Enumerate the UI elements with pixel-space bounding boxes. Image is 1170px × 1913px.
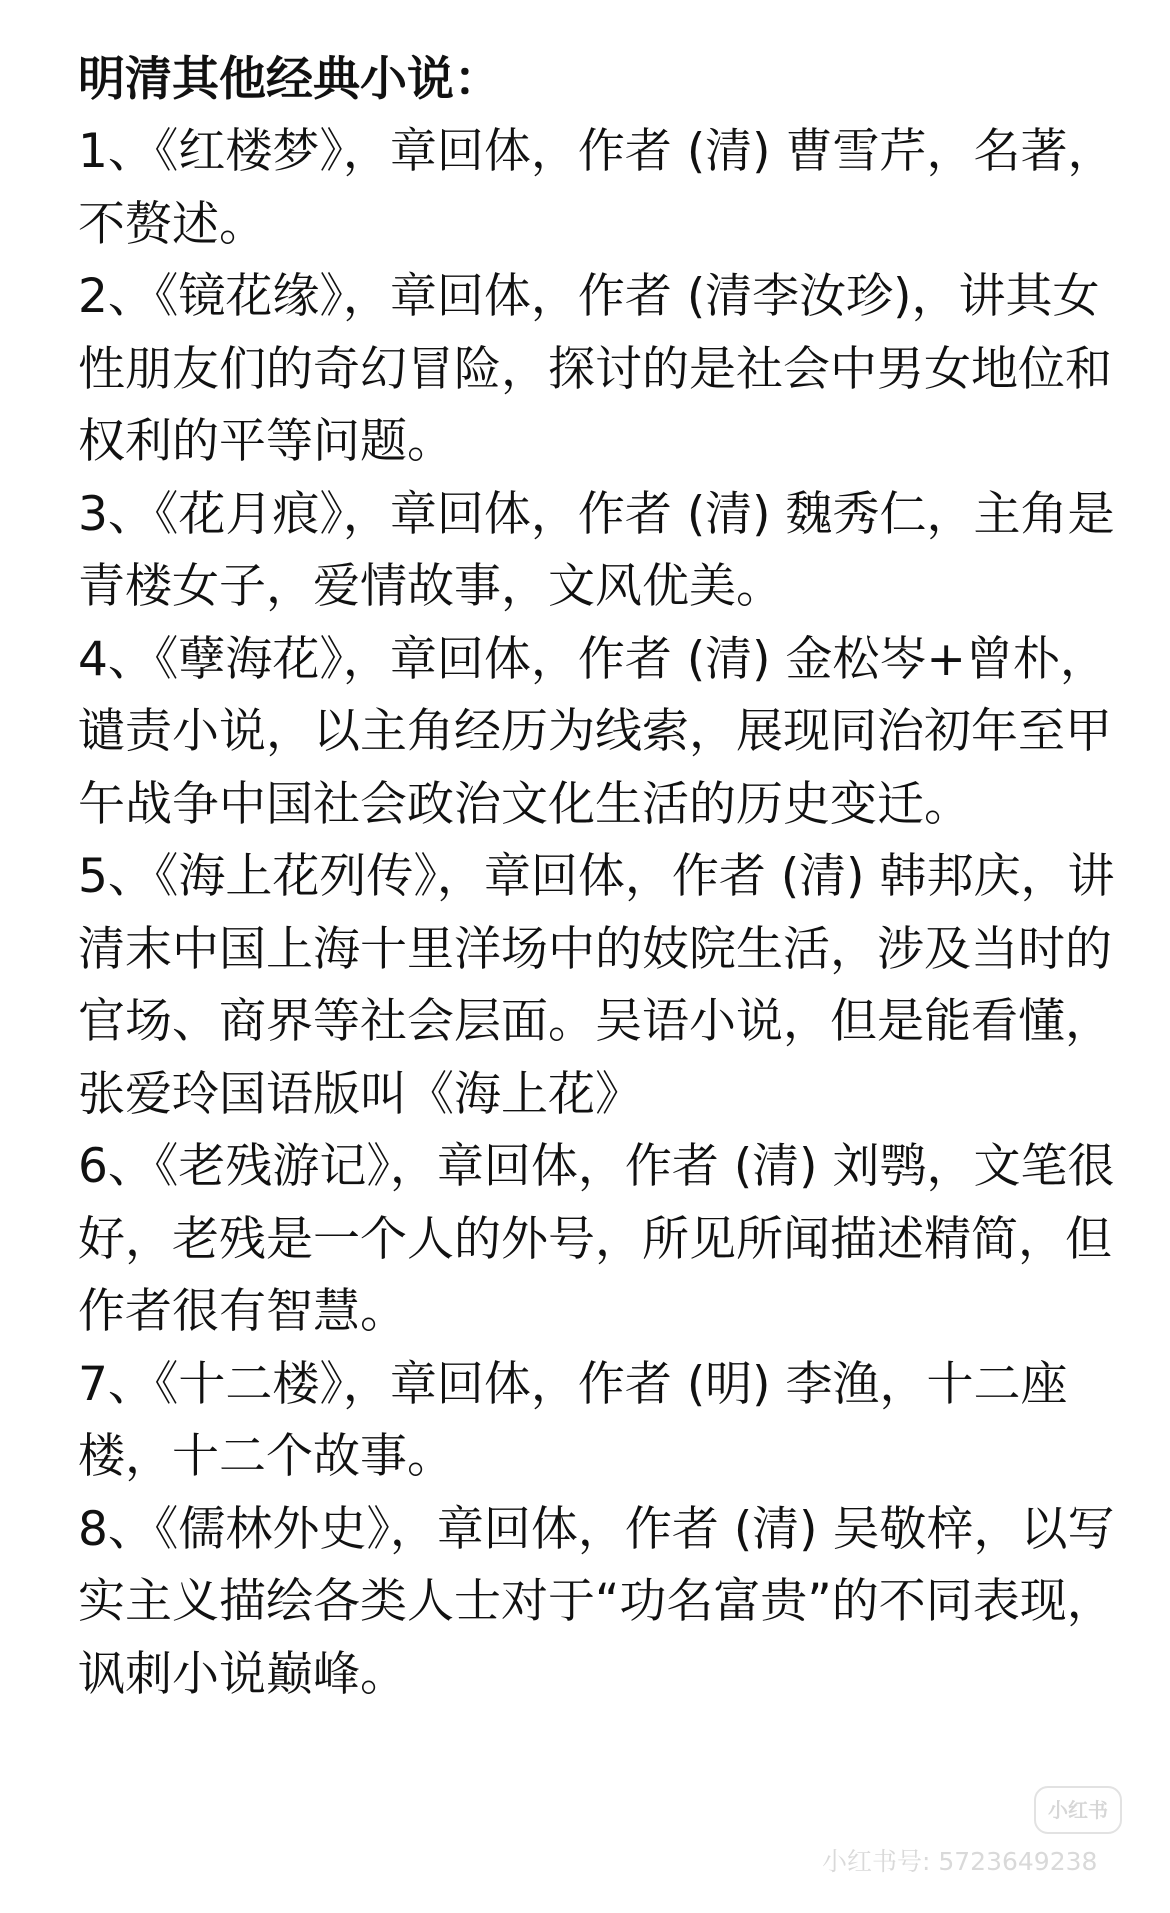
xiaohongshu-id-watermark: 小红书号: 5723649238 [822,1847,1098,1876]
list-item-2: 2、《镜花缘》，章回体，作者 (清李汝珍)，讲其女性朋友们的奇幻冒险，探讨的是社会中男女地位和权利的平等问题。 [78,269,1112,469]
list-item-1: 1、《红楼梦》，章回体，作者 (清) 曹雪芹，名著，不赘述。 [78,124,1115,252]
list-item-4: 4、《孽海花》，章回体，作者 (清) 金松岑+曾朴，谴责小说，以主角经历为线索，展现同治初年至甲午战争中国社会政治文化生活的历史变迁。 [78,631,1112,832]
note-content [78,44,1118,1711]
xiaohongshu-logo-watermark: 小红书 [1034,1786,1122,1834]
list-item-7: 7、《十二楼》，章回体，作者 (明) 李渔，十二座楼，十二个故事。 [78,1356,1068,1484]
note-title: 明清其他经典小说： [78,52,501,107]
list-item-6: 6、《老残游记》，章回体，作者 (清) 刘鹗，文笔很好，老残是一个人的外号，所见所闻描述精简，但作者很有智慧。 [78,1139,1115,1339]
list-item-3: 3、《花月痕》，章回体，作者 (清) 魏秀仁，主角是青楼女子，爱情故事，文风优美。 [78,486,1115,614]
list-item-5: 5、《海上花列传》，章回体，作者 (清) 韩邦庆，讲清末中国上海十里洋场中的妓院生活，涉及当时的官场、商界等社会层面。吴语小说，但是能看懂，张爱玲国语版叫《海上花》 [78,849,1115,1122]
list-item-8: 8、《儒林外史》，章回体，作者 (清) 吴敬梓，以写实主义描绘各类人士对于“功名富贵”的不同表现，讽刺小说巅峰。 [78,1501,1115,1702]
